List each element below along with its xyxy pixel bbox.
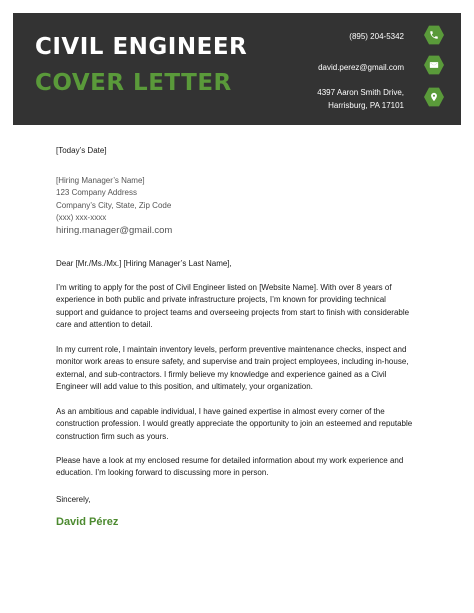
letter-greeting: Dear [Mr./Ms./Mx.] [Hiring Manager’s Last Name], — [56, 259, 232, 268]
header-banner — [13, 13, 461, 125]
letter-signature: David Pérez — [56, 516, 119, 528]
recipient-phone: (xxx) xxx-xxxx — [56, 212, 107, 222]
recipient-company-address: 123 Company Address — [56, 188, 137, 198]
letter-paragraph: As an ambitious and capable individual, I have gained expertise in almost every corner of the construction profession. I would greatly appreciate the opportunity to join an esteemed and reputable construction firm such as yours. — [56, 407, 413, 441]
contact-address-line1: 4397 Aaron Smith Drive, — [317, 88, 404, 97]
letter-paragraph: Please have a look at my enclosed resume for detailed information about my work experience and education. I’m looking forward to discussing more in person. — [56, 456, 404, 478]
map-pin-icon — [424, 87, 444, 107]
recipient-email: hiring.manager@gmail.com — [56, 225, 173, 237]
recipient-block — [56, 175, 172, 238]
letter-date: [Today’s Date] — [56, 146, 107, 155]
letter-paragraph: In my current role, I maintain inventory levels, perform preventive maintenance checks, inspect and monitor work areas to ensure safety, and supervise and train project employees, including in-house, external, and sub-contractors. I firmly believe my knowledge and experience gained as a Civil Engineer will add value to this position, and ultimately, your organization. — [56, 345, 409, 391]
phone-icon — [424, 25, 444, 45]
contact-address-line2: Harrisburg, PA 17101 — [328, 101, 404, 110]
document-title: CIVIL ENGINEER — [35, 34, 248, 60]
recipient-name: [Hiring Manager’s Name] — [56, 176, 145, 185]
recipient-city-state-zip: Company’s City, State, Zip Code — [56, 200, 172, 210]
envelope-icon — [424, 55, 444, 75]
contact-email: david.perez@gmail.com — [318, 63, 404, 72]
contact-address — [317, 86, 404, 112]
contact-phone: (895) 204-5342 — [349, 32, 404, 41]
document-subtitle: COVER LETTER — [35, 70, 232, 96]
letter-paragraph: I’m writing to apply for the post of Civil Engineer listed on [Website Name]. With over 8 years of experience in both public and private infrastructure projects, I’m known for providing technical support and guidance to project teams and overseeing projects from start to finish with considerable care and attention to detail. — [56, 283, 410, 329]
letter-closing: Sincerely, — [56, 495, 91, 504]
